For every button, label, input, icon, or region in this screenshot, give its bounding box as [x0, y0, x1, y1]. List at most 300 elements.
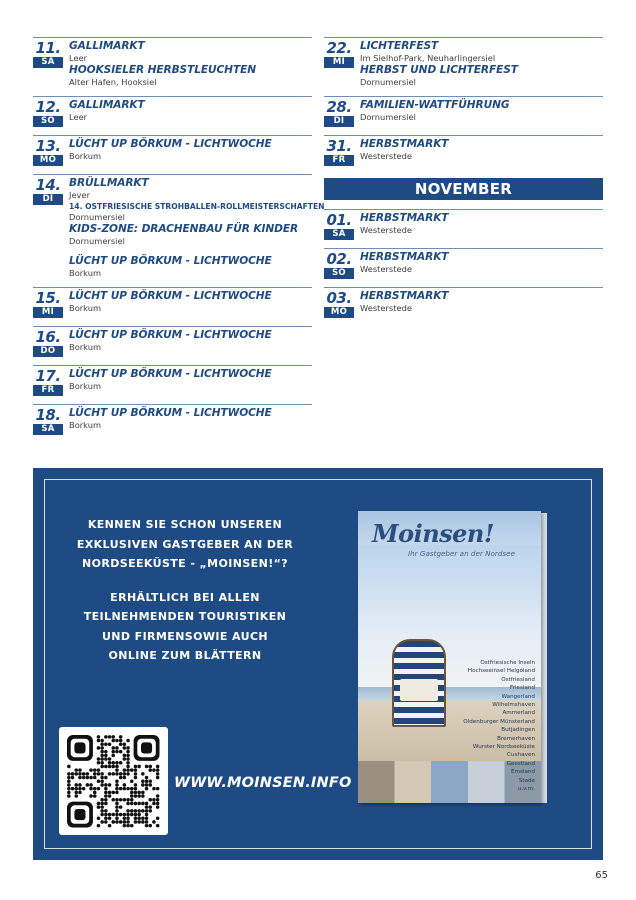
qr-dot — [67, 776, 71, 780]
qr-dot — [148, 798, 152, 802]
qr-dot — [134, 816, 138, 820]
event-group — [69, 368, 312, 392]
date-weekday: DO — [33, 346, 63, 357]
qr-dot — [156, 816, 160, 820]
magazine-spine — [541, 513, 547, 803]
magazine-region-item: Cuxhaven — [506, 752, 535, 759]
qr-dot — [111, 754, 115, 758]
qr-dot — [104, 735, 108, 739]
qr-dot — [111, 820, 115, 824]
date-badge — [324, 212, 354, 240]
magazine-region-item: Bremerhaven — [497, 735, 535, 742]
qr-dot — [97, 816, 101, 820]
date-weekday: MO — [33, 155, 63, 166]
qr-dot — [156, 776, 160, 780]
qr-dot — [97, 779, 101, 783]
qr-dot — [134, 813, 138, 817]
qr-module — [74, 742, 85, 753]
qr-dot — [137, 802, 141, 806]
qr-dot — [93, 768, 97, 772]
qr-dot — [126, 757, 130, 761]
event-group — [69, 40, 312, 88]
qr-dot — [100, 761, 104, 765]
promo-body-line: TEILNEHMENDEN TOURISTIKEN — [83, 610, 287, 623]
qr-dot — [126, 768, 130, 772]
qr-dot — [115, 820, 119, 824]
qr-dot — [115, 761, 119, 765]
event-item[interactable] — [360, 212, 603, 236]
date-badge — [324, 99, 354, 127]
qr-dot — [100, 805, 104, 809]
magazine-region-item: Oldenburger Münsterland — [463, 718, 535, 725]
event-title: BRÜLLMARKT — [69, 177, 149, 189]
event-day-entry — [33, 365, 312, 396]
event-group — [360, 138, 603, 162]
qr-dot — [111, 798, 115, 802]
event-group — [360, 290, 603, 314]
date-day-number: 16. — [35, 328, 61, 346]
qr-dot — [130, 802, 134, 806]
qr-dot — [111, 746, 115, 750]
date-weekday: MI — [324, 57, 354, 68]
qr-dot — [93, 794, 97, 798]
qr-dot — [104, 820, 108, 824]
qr-dot — [119, 776, 123, 780]
qr-dot — [123, 772, 127, 776]
qr-dot — [126, 761, 130, 765]
qr-dot — [145, 783, 149, 787]
qr-dot — [126, 746, 130, 750]
qr-dot — [100, 757, 104, 761]
event-item[interactable] — [69, 138, 312, 162]
event-day-entry — [33, 174, 325, 279]
qr-dot — [100, 820, 104, 824]
qr-dot — [137, 813, 141, 817]
qr-dot — [152, 798, 156, 802]
qr-dot — [89, 783, 93, 787]
qr-dot — [78, 783, 82, 787]
event-location: Alter Hafen, Hooksiel — [69, 77, 157, 87]
date-weekday: DI — [33, 194, 63, 205]
qr-dot — [145, 824, 149, 828]
qr-dot — [82, 776, 86, 780]
qr-dot — [67, 794, 71, 798]
event-item[interactable] — [360, 138, 603, 162]
date-badge — [324, 138, 354, 166]
event-location: Westerstede — [360, 303, 412, 313]
qr-dot — [137, 820, 141, 824]
qr-dot — [97, 739, 101, 743]
date-day-number: 31. — [326, 137, 352, 155]
event-title: LÜCHT UP BÖRKUM - LICHTWOCHE — [69, 407, 272, 419]
event-item[interactable] — [360, 40, 603, 64]
qr-dot — [104, 813, 108, 817]
event-list-right — [324, 37, 603, 318]
qr-dot — [111, 791, 115, 795]
event-location: Jever — [69, 190, 90, 200]
date-badge — [33, 368, 63, 396]
date-weekday: DI — [324, 116, 354, 127]
qr-dot — [156, 802, 160, 806]
magazine-region-item: Ostfriesland — [501, 676, 535, 683]
qr-dot — [123, 783, 127, 787]
event-item[interactable] — [69, 290, 312, 314]
event-group — [69, 99, 312, 123]
qr-dot — [104, 816, 108, 820]
qr-dot — [141, 791, 145, 795]
qr-dot — [148, 783, 152, 787]
qr-dot — [78, 776, 82, 780]
event-day-entry — [33, 404, 312, 435]
magazine-region-item: Wilhelmshaven — [492, 702, 535, 709]
date-badge — [33, 407, 63, 435]
qr-dot — [145, 802, 149, 806]
qr-dot — [100, 754, 104, 758]
event-location: Borkum — [69, 268, 102, 278]
qr-dot — [137, 765, 141, 769]
qr-dot — [145, 765, 149, 769]
qr-dot — [78, 791, 82, 795]
event-day-entry — [33, 135, 312, 166]
event-day-entry — [33, 326, 312, 357]
event-location: Im Sielhof-Park, Neuharlingersiel — [360, 53, 496, 63]
qr-dot — [115, 779, 119, 783]
event-location: Westerstede — [360, 225, 412, 235]
qr-dot — [148, 779, 152, 783]
qr-dot — [100, 802, 104, 806]
qr-dot — [67, 787, 71, 791]
event-location: Borkum — [69, 151, 102, 161]
qr-dot — [152, 802, 156, 806]
magazine-region-item: Stade — [518, 777, 535, 784]
qr-dot — [141, 802, 145, 806]
qr-dot — [119, 739, 123, 743]
qr-dot — [126, 765, 130, 769]
qr-dot — [74, 772, 78, 776]
magazine-region-item: Hochseeinsel Helgoland — [467, 668, 535, 675]
qr-dot — [115, 746, 119, 750]
qr-dot — [130, 791, 134, 795]
qr-dot — [104, 802, 108, 806]
event-location: Leer — [69, 112, 88, 122]
beach-chair-seat — [400, 679, 438, 701]
qr-dot — [141, 779, 145, 783]
qr-dot — [111, 735, 115, 739]
qr-dot — [119, 750, 123, 754]
event-item[interactable] — [69, 201, 325, 223]
qr-dot — [115, 809, 119, 813]
event-day-entry — [324, 135, 603, 166]
qr-dot — [111, 739, 115, 743]
qr-dot — [145, 813, 149, 817]
event-group — [69, 177, 325, 279]
qr-dot — [130, 768, 134, 772]
date-weekday: MO — [324, 307, 354, 318]
qr-dot — [97, 772, 101, 776]
qr-dot — [134, 783, 138, 787]
qr-dot — [126, 824, 130, 828]
date-day-number: 22. — [326, 39, 352, 57]
qr-dot — [104, 776, 108, 780]
qr-dot — [126, 820, 130, 824]
qr-dot — [104, 750, 108, 754]
qr-dot — [145, 820, 149, 824]
date-badge — [33, 290, 63, 318]
event-location: Westerstede — [360, 151, 412, 161]
qr-dot — [134, 820, 138, 824]
qr-dot — [126, 787, 130, 791]
qr-dot — [97, 824, 101, 828]
promo-body-line: ONLINE ZUM BLÄTTERN — [108, 649, 262, 662]
qr-code-graphic — [59, 727, 168, 835]
qr-dot — [115, 772, 119, 776]
qr-dot — [145, 809, 149, 813]
qr-dot — [126, 813, 130, 817]
qr-dot — [108, 742, 112, 746]
qr-dot — [78, 768, 82, 772]
event-item[interactable] — [69, 177, 325, 201]
qr-dot — [108, 761, 112, 765]
qr-dot — [111, 772, 115, 776]
qr-dot — [156, 824, 160, 828]
qr-dot — [119, 742, 123, 746]
qr-dot — [67, 783, 71, 787]
qr-dot — [123, 816, 127, 820]
qr-dot — [93, 776, 97, 780]
qr-dot — [134, 787, 138, 791]
qr-dot — [137, 809, 141, 813]
qr-dot — [108, 783, 112, 787]
qr-dot — [134, 809, 138, 813]
date-badge — [324, 290, 354, 318]
qr-dot — [97, 802, 101, 806]
qr-dot — [97, 805, 101, 809]
qr-dot — [71, 787, 75, 791]
qr-dot — [126, 772, 130, 776]
qr-dot — [115, 816, 119, 820]
date-badge — [324, 40, 354, 68]
event-item[interactable] — [360, 99, 603, 123]
qr-dot — [134, 768, 138, 772]
qr-dot — [141, 783, 145, 787]
qr-dot — [130, 813, 134, 817]
qr-dot — [123, 757, 127, 761]
event-item[interactable] — [69, 407, 312, 431]
event-group — [69, 290, 312, 314]
qr-dot — [123, 824, 127, 828]
qr-dot — [115, 787, 119, 791]
event-title: HERBSTMARKT — [360, 290, 449, 302]
event-group — [360, 251, 603, 275]
event-item[interactable] — [69, 329, 312, 353]
qr-dot — [93, 787, 97, 791]
qr-dot — [130, 824, 134, 828]
qr-code-icon[interactable] — [59, 727, 168, 835]
event-item[interactable] — [360, 251, 603, 275]
qr-dot — [78, 772, 82, 776]
event-item[interactable] — [69, 255, 325, 279]
qr-dot — [93, 791, 97, 795]
qr-dot — [97, 746, 101, 750]
qr-dot — [108, 813, 112, 817]
event-group — [69, 138, 312, 162]
qr-dot — [119, 820, 123, 824]
qr-dot — [115, 765, 119, 769]
qr-dot — [148, 824, 152, 828]
qr-dot — [123, 742, 127, 746]
qr-dot — [141, 820, 145, 824]
qr-dot — [115, 750, 119, 754]
qr-dot — [100, 813, 104, 817]
qr-dot — [145, 776, 149, 780]
event-item[interactable] — [69, 368, 312, 392]
event-item[interactable] — [69, 40, 312, 64]
event-title: HERBSTMARKT — [360, 138, 449, 150]
date-badge — [324, 251, 354, 279]
qr-dot — [115, 798, 119, 802]
qr-dot — [126, 754, 130, 758]
qr-dot — [148, 805, 152, 809]
date-day-number: 28. — [326, 98, 352, 116]
qr-dot — [104, 794, 108, 798]
event-item[interactable] — [69, 99, 312, 123]
qr-dot — [123, 768, 127, 772]
event-title: KIDS-ZONE: DRACHENBAU FÜR KINDER — [69, 223, 299, 235]
qr-module — [141, 742, 152, 753]
magazine-region-item: u.v.m. — [517, 786, 535, 793]
qr-dot — [152, 820, 156, 824]
qr-dot — [148, 765, 152, 769]
magazine-region-item: Wangerland — [501, 693, 535, 700]
qr-dot — [104, 754, 108, 758]
qr-dot — [123, 798, 127, 802]
event-group — [69, 407, 312, 431]
qr-dot — [115, 739, 119, 743]
event-list-left — [33, 37, 325, 435]
event-day-entry — [324, 96, 603, 127]
event-group — [360, 212, 603, 236]
date-weekday: FR — [33, 385, 63, 396]
event-location: Dornumersiel — [360, 112, 416, 122]
qr-module — [74, 809, 85, 820]
qr-dot — [115, 805, 119, 809]
date-day-number: 11. — [35, 39, 61, 57]
date-badge — [33, 177, 63, 205]
qr-dot — [134, 791, 138, 795]
moinsen-website-link[interactable]: WWW.MOINSEN.INFO — [174, 775, 352, 791]
qr-dot — [104, 809, 108, 813]
event-item[interactable] — [360, 64, 603, 88]
qr-dot — [130, 798, 134, 802]
qr-dot — [119, 798, 123, 802]
date-day-number: 17. — [35, 367, 61, 385]
qr-dot — [74, 791, 78, 795]
event-day-entry — [324, 37, 603, 88]
qr-dot — [156, 787, 160, 791]
event-item[interactable] — [360, 290, 603, 314]
qr-dot — [89, 787, 93, 791]
moinsen-magazine-cover — [358, 511, 541, 803]
qr-dot — [145, 805, 149, 809]
date-weekday: SA — [33, 424, 63, 435]
date-weekday: SO — [33, 116, 63, 127]
qr-dot — [74, 794, 78, 798]
event-title: LÜCHT UP BÖRKUM - LICHTWOCHE — [69, 368, 272, 380]
promo-text — [52, 515, 318, 666]
qr-dot — [100, 765, 104, 769]
promo-body — [52, 588, 318, 666]
qr-dot — [134, 776, 138, 780]
qr-dot — [115, 813, 119, 817]
qr-dot — [137, 794, 141, 798]
event-title: GALLIMARKT — [69, 99, 145, 111]
qr-dot — [108, 824, 112, 828]
qr-dot — [123, 746, 127, 750]
qr-dot — [100, 750, 104, 754]
magazine-region-item: Ammerland — [502, 710, 535, 717]
qr-dot — [86, 772, 90, 776]
promo-headline-line: KENNEN SIE SCHON UNSEREN — [87, 518, 283, 531]
qr-dot — [104, 787, 108, 791]
qr-dot — [111, 750, 115, 754]
qr-dot — [126, 798, 130, 802]
event-day-entry — [33, 287, 312, 318]
event-location: Dornumersiel — [360, 77, 416, 87]
date-day-number: 14. — [35, 176, 61, 194]
promo-headline-line: EXKLUSIVEN GASTGEBER AN DER — [76, 537, 294, 551]
qr-dot — [104, 798, 108, 802]
qr-dot — [134, 794, 138, 798]
event-item[interactable] — [69, 64, 312, 88]
qr-dot — [119, 761, 123, 765]
qr-dot — [93, 772, 97, 776]
event-title: LÜCHT UP BÖRKUM - LICHTWOCHE — [69, 329, 272, 341]
qr-dot — [145, 787, 149, 791]
date-badge — [33, 99, 63, 127]
qr-dot — [74, 783, 78, 787]
qr-dot — [67, 791, 71, 795]
event-location: Dornumersiel — [69, 212, 125, 222]
promo-headline-line: NORDSEEKÜSTE - „MOINSEN!“? — [81, 557, 289, 570]
qr-dot — [78, 787, 82, 791]
event-item[interactable] — [69, 223, 325, 247]
qr-dot — [108, 757, 112, 761]
date-weekday: MI — [33, 307, 63, 318]
event-title: LÜCHT UP BÖRKUM - LICHTWOCHE — [69, 290, 272, 302]
qr-dot — [119, 813, 123, 817]
qr-dot — [100, 783, 104, 787]
qr-dot — [71, 776, 75, 780]
qr-dot — [111, 761, 115, 765]
date-day-number: 03. — [326, 289, 352, 307]
event-title: FAMILIEN-WATTFÜHRUNG — [360, 99, 510, 111]
qr-dot — [156, 798, 160, 802]
qr-dot — [89, 794, 93, 798]
magazine-region-item: Butjadingen — [501, 727, 535, 734]
qr-dot — [67, 779, 71, 783]
event-location: Borkum — [69, 420, 102, 430]
promo-body-line: ERHÄLTLICH BEI ALLEN — [110, 590, 260, 604]
event-title: LÜCHT UP BÖRKUM - LICHTWOCHE — [69, 255, 272, 267]
event-title: HOOKSIELER HERBSTLEUCHTEN — [69, 64, 256, 76]
page-number: 65 — [595, 870, 608, 881]
event-title: HERBST UND LICHTERFEST — [360, 64, 518, 76]
qr-dot — [152, 768, 156, 772]
magazine-region-item: Wurster Nordseeküste — [472, 744, 535, 751]
qr-dot — [123, 820, 127, 824]
qr-dot — [100, 776, 104, 780]
qr-dot — [119, 805, 123, 809]
